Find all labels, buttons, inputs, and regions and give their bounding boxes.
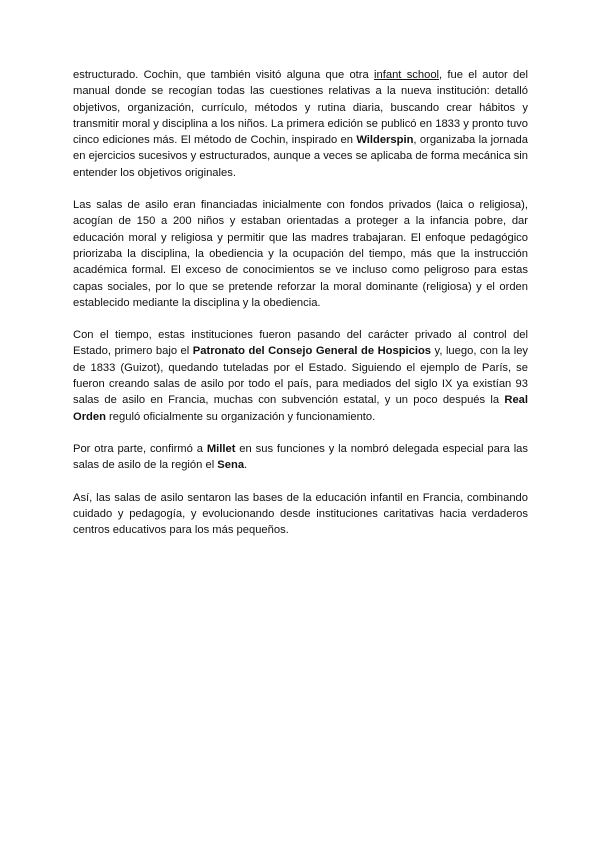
text-run: , fue el autor del manual donde se recogían todas las cuestiones relativas a la nueva institución: detalló objetivos, organización, currículo, métodos y rutina diaria, buscando crear hábitos y transmitir moral y disciplina a los niños. La primera edición se publicó en 1833 y pronto tuvo cinco ediciones más. El método de Cochin, inspirado en: [73, 69, 528, 147]
text-run: Las salas de asilo eran financiadas inicialmente con fondos privados (laica o religiosa), acogían de 150 a 200 niños y estaban orientadas a proteger a la infancia pobre, dar educación moral y religiosa y permitir que las madres trabajaran. El enfoque pedagógico priorizaba la disciplina, la obediencia y la ocupación del tiempo, más que la instrucción académica formal. El exceso de conocimientos se ve incluso como peligroso para estas capas sociales, por lo que se pretende reforzar la moral dominante (religiosa) y el orden establecido mediante la disciplina y la obediencia.: [73, 199, 528, 309]
text-run: y, luego, con la ley de 1833 (Guizot), quedando tuteladas por el Estado. Siguiendo el ejemplo de París, se fueron creando salas de asilo por todo el país, para mediados del siglo IX ya existían 93 salas de asilo en Francia, muchas con subvención estatal, y un poco después la: [73, 345, 529, 407]
text-run: en sus funciones y la nombró delegada especial para las salas de asilo de la región el: [73, 442, 528, 472]
millet-name: Millet: [206, 442, 236, 455]
text-run: Con el tiempo, estas instituciones fueron pasando del carácter privado al control del Estado, primero bajo el: [73, 329, 528, 358]
document-body: [73, 67, 528, 554]
text-run: Así, las salas de asilo sentaron las bases de la educación infantil en Francia, combinando cuidado y pedagogía, y evolucionando desde instituciones caritativas hacia verdaderos centros educativos para los más pequeños.: [73, 491, 528, 537]
paragraph-salas-financiacion: [73, 197, 528, 311]
infant-school-term: infant school: [374, 69, 440, 81]
paragraph-control-estado: [73, 327, 528, 425]
text-run: Por otra parte, confirmó a: [73, 442, 207, 455]
paragraph-millet: [73, 441, 528, 474]
paragraph-cochin-manual: [73, 67, 528, 181]
patronato-name: Patronato del Consejo General de Hospicios: [192, 345, 432, 358]
text-run: .: [244, 459, 248, 472]
paragraph-conclusion: [73, 490, 528, 539]
text-run: estructurado. Cochin, que también visitó alguna que otra: [73, 69, 375, 81]
sena-name: Sena: [217, 459, 245, 472]
wilderspin-name: Wilderspin: [356, 134, 414, 147]
text-run: , organizaba la jornada en ejercicios sucesivos y estructurados, aunque a veces se aplicaba de forma mecánica sin entender los objetivos originales.: [73, 134, 528, 179]
text-run: reguló oficialmente su organización y funcionamiento.: [105, 410, 376, 423]
real-orden-term: Real Orden: [73, 394, 528, 423]
